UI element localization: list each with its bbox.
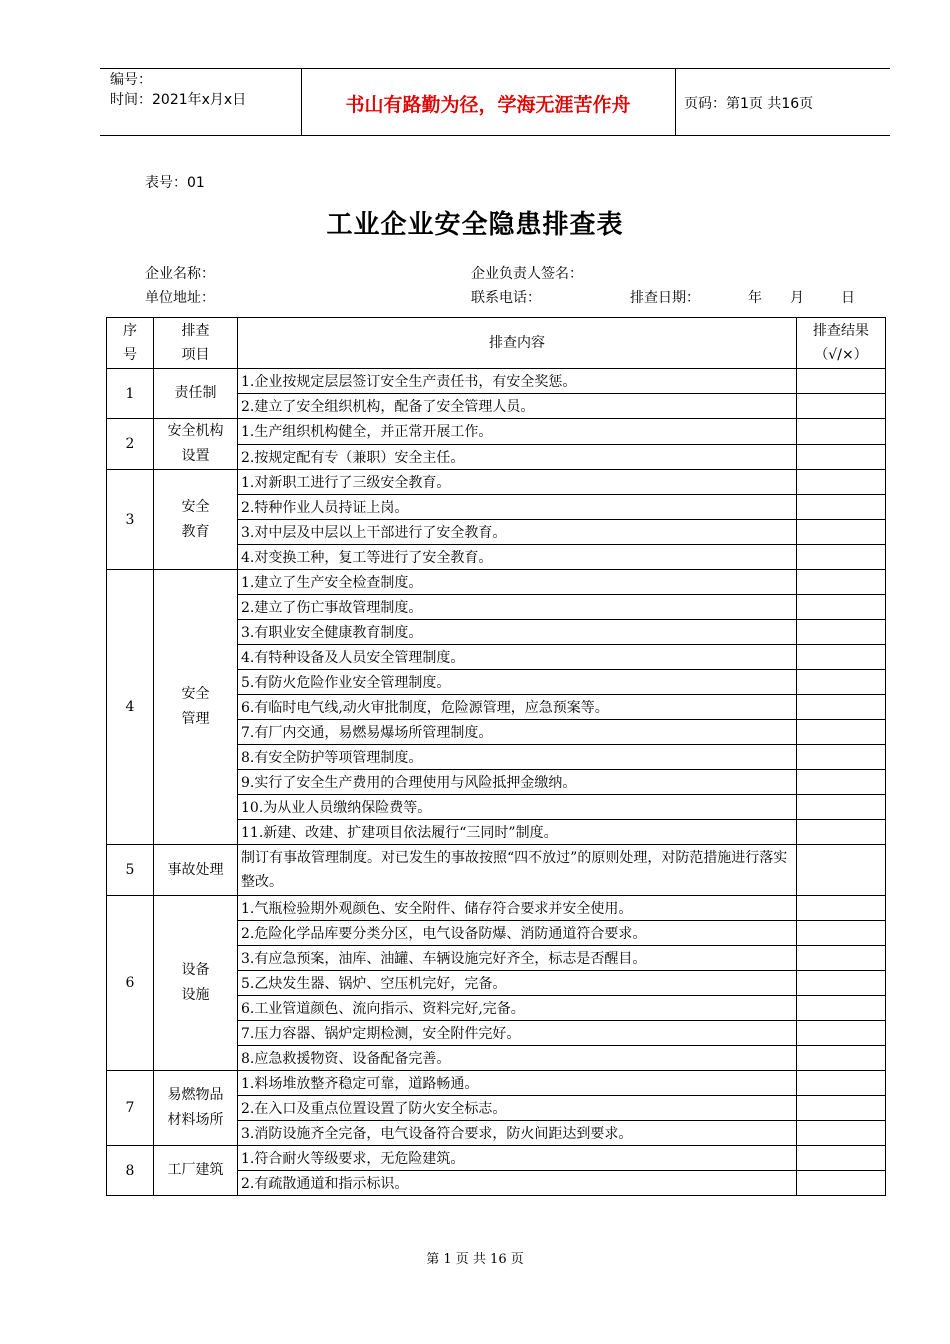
check-category <box>154 419 238 470</box>
header-result <box>797 318 886 369</box>
result-cell[interactable] <box>797 720 886 745</box>
result-cell[interactable] <box>797 1121 886 1146</box>
inspection-table <box>106 317 886 1196</box>
result-cell[interactable] <box>797 1096 886 1121</box>
check-item: 2.建立了伤亡事故管理制度。 <box>238 595 797 620</box>
result-cell[interactable] <box>797 971 886 996</box>
check-item: 1.生产组织机构健全，并正常开展工作。 <box>238 419 797 445</box>
check-category <box>154 1071 238 1146</box>
result-cell[interactable] <box>797 394 886 419</box>
category-line: 安全机构 <box>167 423 224 439</box>
header-content: 排查内容 <box>238 318 797 369</box>
check-item: 1.料场堆放整齐稳定可靠，道路畅通。 <box>238 1071 797 1096</box>
check-item: 3.对中层及中层以上干部进行了安全教育。 <box>238 520 797 545</box>
check-item: 5.有防火危险作业安全管理制度。 <box>238 670 797 695</box>
check-category <box>154 896 238 1071</box>
result-cell[interactable] <box>797 896 886 921</box>
check-item: 1.企业按规定层层签订安全生产责任书，有安全奖惩。 <box>238 369 797 394</box>
result-cell[interactable] <box>797 495 886 520</box>
result-cell[interactable] <box>797 545 886 570</box>
check-category <box>154 570 238 845</box>
category-line: 工厂建筑 <box>167 1162 224 1178</box>
header-meta <box>110 70 246 110</box>
check-item: 2.危险化学品库要分类分区，电气设备防爆、消防通道符合要求。 <box>238 921 797 946</box>
check-item: 3.消防设施齐全完备，电气设备符合要求，防火间距达到要求。 <box>238 1121 797 1146</box>
category-line: 安全 <box>181 686 210 702</box>
check-category <box>154 369 238 419</box>
check-item: 4.有特种设备及人员安全管理制度。 <box>238 645 797 670</box>
category-line: 材料场所 <box>167 1112 224 1128</box>
category-line: 责任制 <box>174 385 217 401</box>
category-line: 设施 <box>181 987 210 1003</box>
result-cell[interactable] <box>797 795 886 820</box>
table-row <box>107 369 886 394</box>
result-cell[interactable] <box>797 820 886 845</box>
result-cell[interactable] <box>797 520 886 545</box>
category-line: 易燃物品 <box>167 1087 224 1103</box>
result-cell[interactable] <box>797 996 886 1021</box>
header-motto: 书山有路勤为径，学海无涯苦作舟 <box>345 94 631 116</box>
check-item: 11.新建、改建、扩建项目依法履行“三同时”制度。 <box>238 820 797 845</box>
form-number: 表号：01 <box>145 175 205 191</box>
check-item: 10.为从业人员缴纳保险费等。 <box>238 795 797 820</box>
result-cell[interactable] <box>797 695 886 720</box>
row-number: 6 <box>107 896 154 1071</box>
result-cell[interactable] <box>797 444 886 470</box>
check-item: 3.有应急预案，油库、油罐、车辆设施完好齐全，标志是否醒目。 <box>238 946 797 971</box>
table-row <box>107 1146 886 1171</box>
header-no-line2: 号 <box>123 347 137 363</box>
check-item: 1.建立了生产安全检查制度。 <box>238 570 797 595</box>
row-number: 5 <box>107 845 154 896</box>
phone-label: 联系电话： <box>471 290 541 306</box>
check-date-label: 排查日期： <box>630 290 700 306</box>
table-row <box>107 570 886 595</box>
check-item: 9.实行了安全生产费用的合理使用与风险抵押金缴纳。 <box>238 770 797 795</box>
address-label: 单位地址： <box>145 290 215 306</box>
result-cell[interactable] <box>797 470 886 495</box>
header-category <box>154 318 238 369</box>
result-cell[interactable] <box>797 1146 886 1171</box>
date-month: 月 <box>790 290 804 306</box>
page-title: 工业企业安全隐患排查表 <box>326 210 624 240</box>
check-item: 8.有安全防护等项管理制度。 <box>238 745 797 770</box>
header-bottom-rule <box>100 135 890 136</box>
check-item: 1.符合耐火等级要求，无危险建筑。 <box>238 1146 797 1171</box>
check-item: 6.有临时电气线,动火审批制度，危险源管理，应急预案等。 <box>238 695 797 720</box>
header-no-line1: 序 <box>123 323 137 339</box>
row-number: 7 <box>107 1071 154 1146</box>
serial-label: 编号： <box>110 72 152 88</box>
category-line: 管理 <box>181 711 210 727</box>
leader-sign-label: 企业负责人签名： <box>471 266 583 282</box>
category-line: 安全 <box>181 498 210 515</box>
result-cell[interactable] <box>797 745 886 770</box>
check-category <box>154 470 238 570</box>
table-row <box>107 470 886 495</box>
check-item: 2.按规定配有专（兼职）安全主任。 <box>238 444 797 470</box>
check-item: 1.对新职工进行了三级安全教育。 <box>238 470 797 495</box>
check-item: 2.特种作业人员持证上岗。 <box>238 495 797 520</box>
check-item: 8.应急救援物资、设备配备完善。 <box>238 1046 797 1071</box>
result-cell[interactable] <box>797 645 886 670</box>
header-cat-line1: 排查 <box>181 323 210 339</box>
check-item: 7.有厂内交通，易燃易爆场所管理制度。 <box>238 720 797 745</box>
result-cell[interactable] <box>797 921 886 946</box>
check-item: 7.压力容器、锅炉定期检测，安全附件完好。 <box>238 1021 797 1046</box>
row-number: 3 <box>107 470 154 570</box>
result-cell[interactable] <box>797 620 886 645</box>
result-cell[interactable] <box>797 570 886 595</box>
result-cell[interactable] <box>797 595 886 620</box>
table-row <box>107 419 886 445</box>
result-cell[interactable] <box>797 946 886 971</box>
date-year: 年 <box>748 290 762 306</box>
result-cell[interactable] <box>797 419 886 445</box>
time-label: 时间：2021年x月x日 <box>110 92 247 108</box>
result-cell[interactable] <box>797 845 886 896</box>
result-cell[interactable] <box>797 770 886 795</box>
result-cell[interactable] <box>797 1021 886 1046</box>
date-day: 日 <box>841 290 855 306</box>
row-number: 8 <box>107 1146 154 1196</box>
result-cell[interactable] <box>797 1171 886 1196</box>
company-name-label: 企业名称： <box>145 266 215 282</box>
result-cell[interactable] <box>797 369 886 394</box>
check-item: 4.对变换工种，复工等进行了安全教育。 <box>238 545 797 570</box>
header-divider-right <box>675 68 676 136</box>
result-cell[interactable] <box>797 1071 886 1096</box>
row-number: 1 <box>107 369 154 419</box>
check-item: 2.有疏散通道和指示标识。 <box>238 1171 797 1196</box>
check-item: 制订有事故管理制度。对已发生的事故按照“四不放过”的原则处理，对防范措施进行落实整改。 <box>238 845 797 896</box>
check-item: 2.在入口及重点位置设置了防火安全标志。 <box>238 1096 797 1121</box>
header-no <box>107 318 154 369</box>
row-number: 2 <box>107 419 154 470</box>
header-page-info: 页码：第1页 共16页 <box>684 96 814 112</box>
check-item: 6.工业管道颜色、流向指示、资料完好,完备。 <box>238 996 797 1021</box>
table-header-row <box>107 318 886 369</box>
table-row <box>107 1071 886 1096</box>
category-line: 事故处理 <box>167 861 224 878</box>
result-cell[interactable] <box>797 1046 886 1071</box>
check-item: 3.有职业安全健康教育制度。 <box>238 620 797 645</box>
page-footer: 第 1 页 共 16 页 <box>426 1252 524 1267</box>
check-item: 5.乙炔发生器、锅炉、空压机完好，完备。 <box>238 971 797 996</box>
check-item: 2.建立了安全组织机构，配备了安全管理人员。 <box>238 394 797 419</box>
table-row <box>107 845 886 896</box>
check-category <box>154 1146 238 1196</box>
header-top-rule <box>100 68 890 69</box>
row-number: 4 <box>107 570 154 845</box>
category-line: 教育 <box>181 523 210 540</box>
header-result-line1: 排查结果 <box>813 323 869 339</box>
table-row <box>107 896 886 921</box>
header-cat-line2: 项目 <box>181 347 210 363</box>
header-result-line2: （√/×） <box>814 347 868 363</box>
category-line: 设备 <box>181 962 210 978</box>
result-cell[interactable] <box>797 670 886 695</box>
category-line: 设置 <box>181 448 210 464</box>
check-category <box>154 845 238 896</box>
check-item: 1.气瓶检验期外观颜色、安全附件、储存符合要求并安全使用。 <box>238 896 797 921</box>
